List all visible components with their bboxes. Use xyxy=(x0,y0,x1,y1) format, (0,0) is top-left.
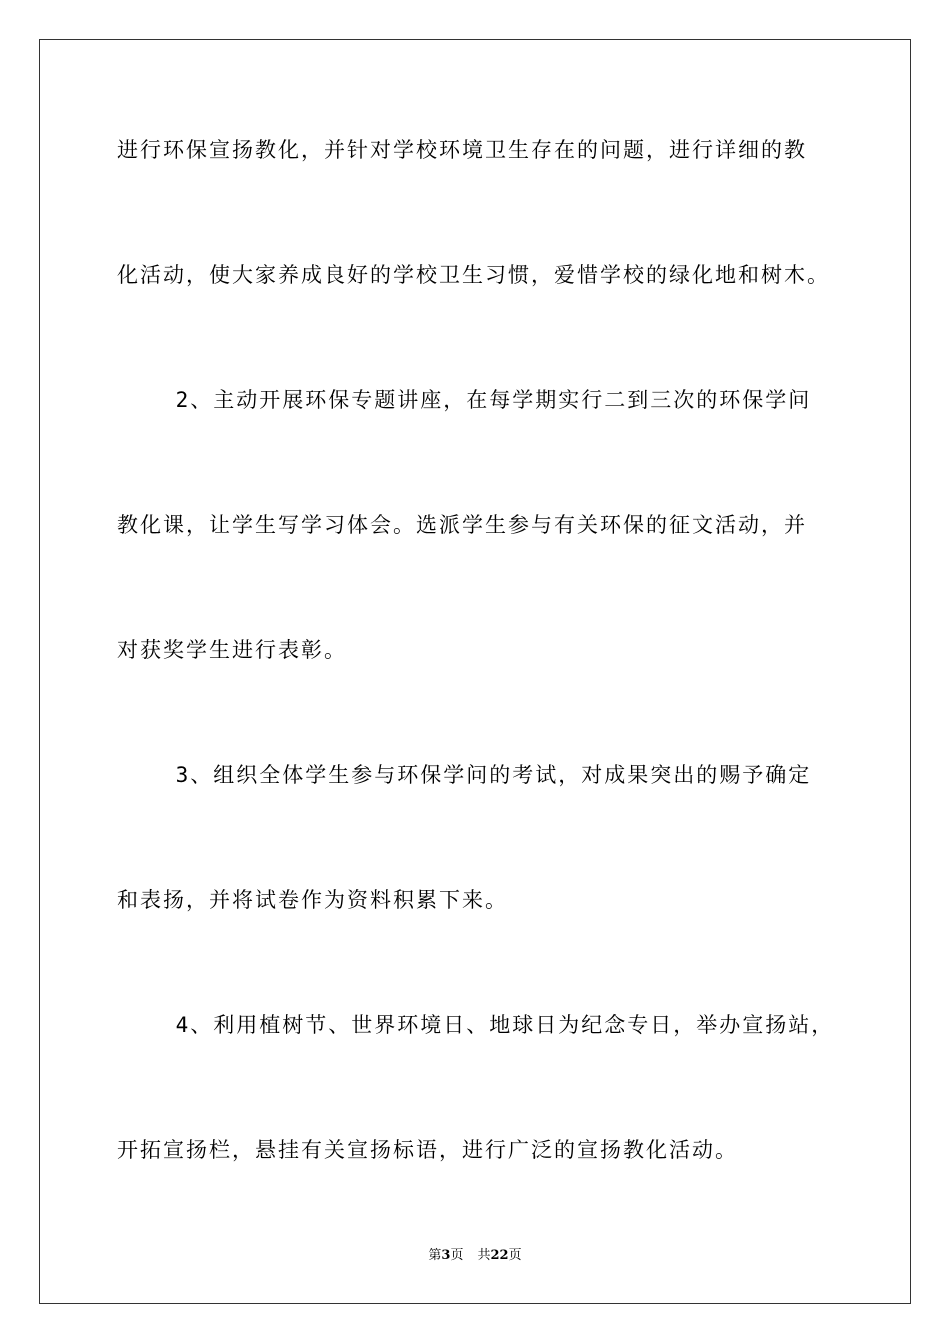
paragraph-line-6: 3、组织全体学生参与环保学问的考试，对成果突出的赐予确定 xyxy=(117,763,812,787)
page-number: 3 xyxy=(441,1248,451,1263)
page-prefix: 第 xyxy=(428,1248,442,1263)
paragraph-line-3: 2、主动开展环保专题讲座，在每学期实行二到三次的环保学问 xyxy=(117,388,812,412)
total-prefix: 共 xyxy=(477,1248,491,1263)
paragraph-line-8: 4、利用植树节、世界环境日、地球日为纪念专日，举办宣扬站， xyxy=(117,1013,835,1037)
page-suffix: 页 xyxy=(450,1248,464,1263)
page-footer xyxy=(0,1249,950,1262)
paragraph-line-2: 化活动，使大家养成良好的学校卫生习惯，爱惜学校的绿化地和树木。 xyxy=(117,263,830,287)
paragraph-line-1: 进行环保宣扬教化，并针对学校环境卫生存在的问题，进行详细的教 xyxy=(117,138,807,162)
paragraph-line-4: 教化课，让学生写学习体会。选派学生参与有关环保的征文活动，并 xyxy=(117,513,807,537)
page-border xyxy=(39,39,911,1304)
paragraph-line-9: 开拓宣扬栏，悬挂有关宣扬标语，进行广泛的宣扬教化活动。 xyxy=(117,1138,738,1162)
paragraph-line-5: 对获奖学生进行表彰。 xyxy=(117,638,347,662)
paragraph-line-7: 和表扬，并将试卷作为资料积累下来。 xyxy=(117,888,508,912)
total-pages: 22 xyxy=(490,1248,509,1263)
total-suffix: 页 xyxy=(508,1248,522,1263)
